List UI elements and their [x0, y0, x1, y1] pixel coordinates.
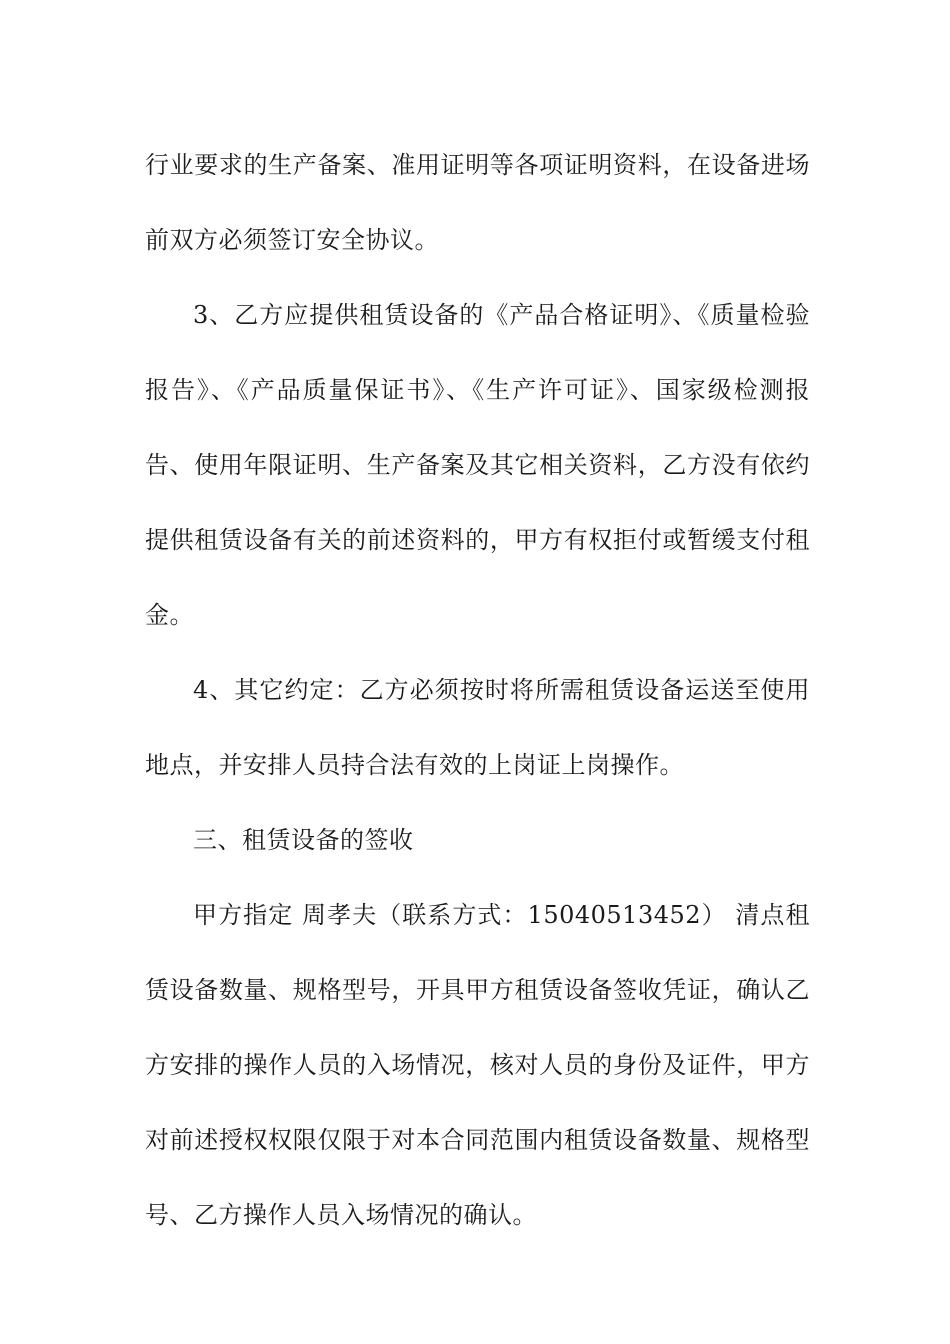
section-heading: 三、租赁设备的签收 — [193, 826, 414, 854]
paragraph-signing: 甲方指定 周孝夫（联系方式：15040513452） 清点租赁设备数量、规格型号，开具甲方租赁设备签收凭证，确认乙方安排的操作人员的入场情况，核对人员的身份及证件，甲方对前述授权权限仅限于对本合同范围内租赁设备数量、规格型号、乙方操作人员入场情况的确认。 — [145, 901, 810, 1229]
paragraph-clause-3: 3、乙方应提供租赁设备的《产品合格证明》、《质量检验报告》、《产品质量保证书》、《生产许可证》、国家级检测报告、使用年限证明、生产备案及其它相关资料，乙方没有依约提供租赁设备有关的前述资料的，甲方有权拒付或暂缓支付租金。 — [145, 301, 810, 629]
paragraph-continuation: 行业要求的生产备案、准用证明等各项证明资料，在设备进场前双方必须签订安全协议。 — [145, 151, 810, 254]
document-body — [145, 128, 810, 1253]
paragraph-clause-4: 4、其它约定：乙方必须按时将所需租赁设备运送至使用地点，并安排人员持合法有效的上岗证上岗操作。 — [145, 676, 810, 779]
